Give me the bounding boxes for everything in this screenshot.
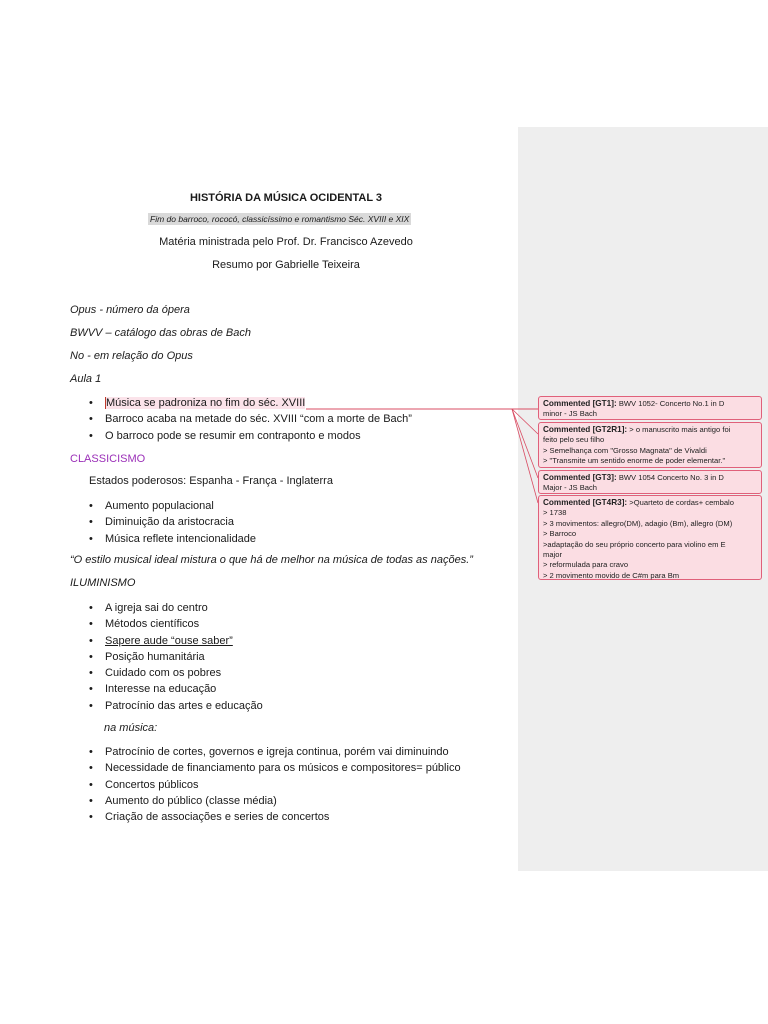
list-item: • Patrocínio das artes e educação — [89, 698, 263, 714]
list-item: • Sapere aude “ouse saber” — [89, 633, 263, 649]
list-item: • Criação de associações e series de concertos — [89, 809, 461, 825]
list-item: • Cuidado com os pobres — [89, 665, 263, 681]
summary-author-line: Resumo por Gabrielle Teixeira — [212, 259, 360, 271]
classicismo-list — [89, 498, 256, 547]
list-item: • Concertos públicos — [89, 777, 461, 793]
comment-balloon-gt4r3[interactable]: Commented [GT4R3]: >Quarteto de cordas+ cembalo > 1738 > 3 movimentos: allegro(DM), adagio (Bm), allegro (DM) > Barroco >adaptação do seu próprio concerto para violino em E major > reformulada para cravo > 2 movimento movido de C#m para Bm — [538, 495, 762, 580]
list-item[interactable] — [89, 395, 412, 411]
heading-iluminismo: ILUMINISMO — [70, 577, 136, 589]
comment-balloon-gt2r1[interactable]: Commented [GT2R1]: > o manuscrito mais antigo foi feito pelo seu filho > Semelhança com "Grosso Magnata" de Vivaldi > "Transmite um sentido enorme de poder elementar." — [538, 422, 762, 468]
definition-bwv: BWVV – catálogo das obras de Bach — [70, 327, 251, 339]
subheading-na-musica: na música: — [104, 722, 158, 734]
list-item: • Barroco acaba na metade do séc. XVIII “com a morte de Bach” — [89, 411, 412, 427]
comment-balloon-gt1[interactable]: Commented [GT1]: BWV 1052- Concerto No.1 in D minor - JS Bach — [538, 396, 762, 420]
comment-header: Commented [GT4R3]: — [543, 498, 628, 507]
list-item: • Aumento do público (classe média) — [89, 793, 461, 809]
quote-line: “O estilo musical ideal mistura o que há de melhor na música de todas as nações.” — [70, 554, 473, 566]
list-item: • Interesse na educação — [89, 681, 263, 697]
definition-no: No - em relação do Opus — [70, 350, 193, 362]
connector-gt3 — [512, 409, 538, 478]
list-item: • Diminuição da aristocracia — [89, 514, 256, 530]
aula-list — [89, 395, 412, 444]
connector-gt2 — [512, 409, 538, 434]
lecturer-line: Matéria ministrada pelo Prof. Dr. Francisco Azevedo — [159, 236, 413, 248]
list-item: • Música reflete intencionalidade — [89, 531, 256, 547]
comment-header: Commented [GT3]: — [543, 473, 617, 482]
section-aula-1: Aula 1 — [70, 373, 102, 385]
list-item: • O barroco pode se resumir em contraponto e modos — [89, 428, 412, 444]
comment-header: Commented [GT2R1]: — [543, 425, 628, 434]
heading-classicismo: CLASSICISMO — [70, 453, 146, 465]
definition-opus: Opus - número da ópera — [70, 304, 190, 316]
list-item: • Posição humanitária — [89, 649, 263, 665]
commented-text[interactable]: Música se padroniza no fim do séc. XVIII — [106, 397, 306, 409]
list-item: • Patrocínio de cortes, governos e igreja continua, porém vai diminuindo — [89, 744, 461, 760]
list-item: • Aumento populacional — [89, 498, 256, 514]
list-item: • A igreja sai do centro — [89, 600, 263, 616]
list-item: • Necessidade de financiamento para os músicos e compositores= público — [89, 760, 461, 776]
document-subtitle: Fim do barroco, rococó, classicíssimo e romantismo Séc. XVIII e XIX — [150, 214, 410, 224]
comment-header: Commented [GT1]: — [543, 399, 617, 408]
comment-balloon-gt3[interactable]: Commented [GT3]: BWV 1054 Concerto No. 3 in D Major - JS Bach — [538, 470, 762, 494]
connector-gt4 — [512, 409, 538, 503]
document-title: HISTÓRIA DA MÚSICA OCIDENTAL 3 — [189, 192, 383, 204]
musica-list — [89, 744, 461, 825]
list-item: • Métodos científicos — [89, 616, 263, 632]
iluminismo-list — [89, 600, 263, 714]
powerful-states-line: Estados poderosos: Espanha - França - Inglaterra — [89, 475, 333, 487]
